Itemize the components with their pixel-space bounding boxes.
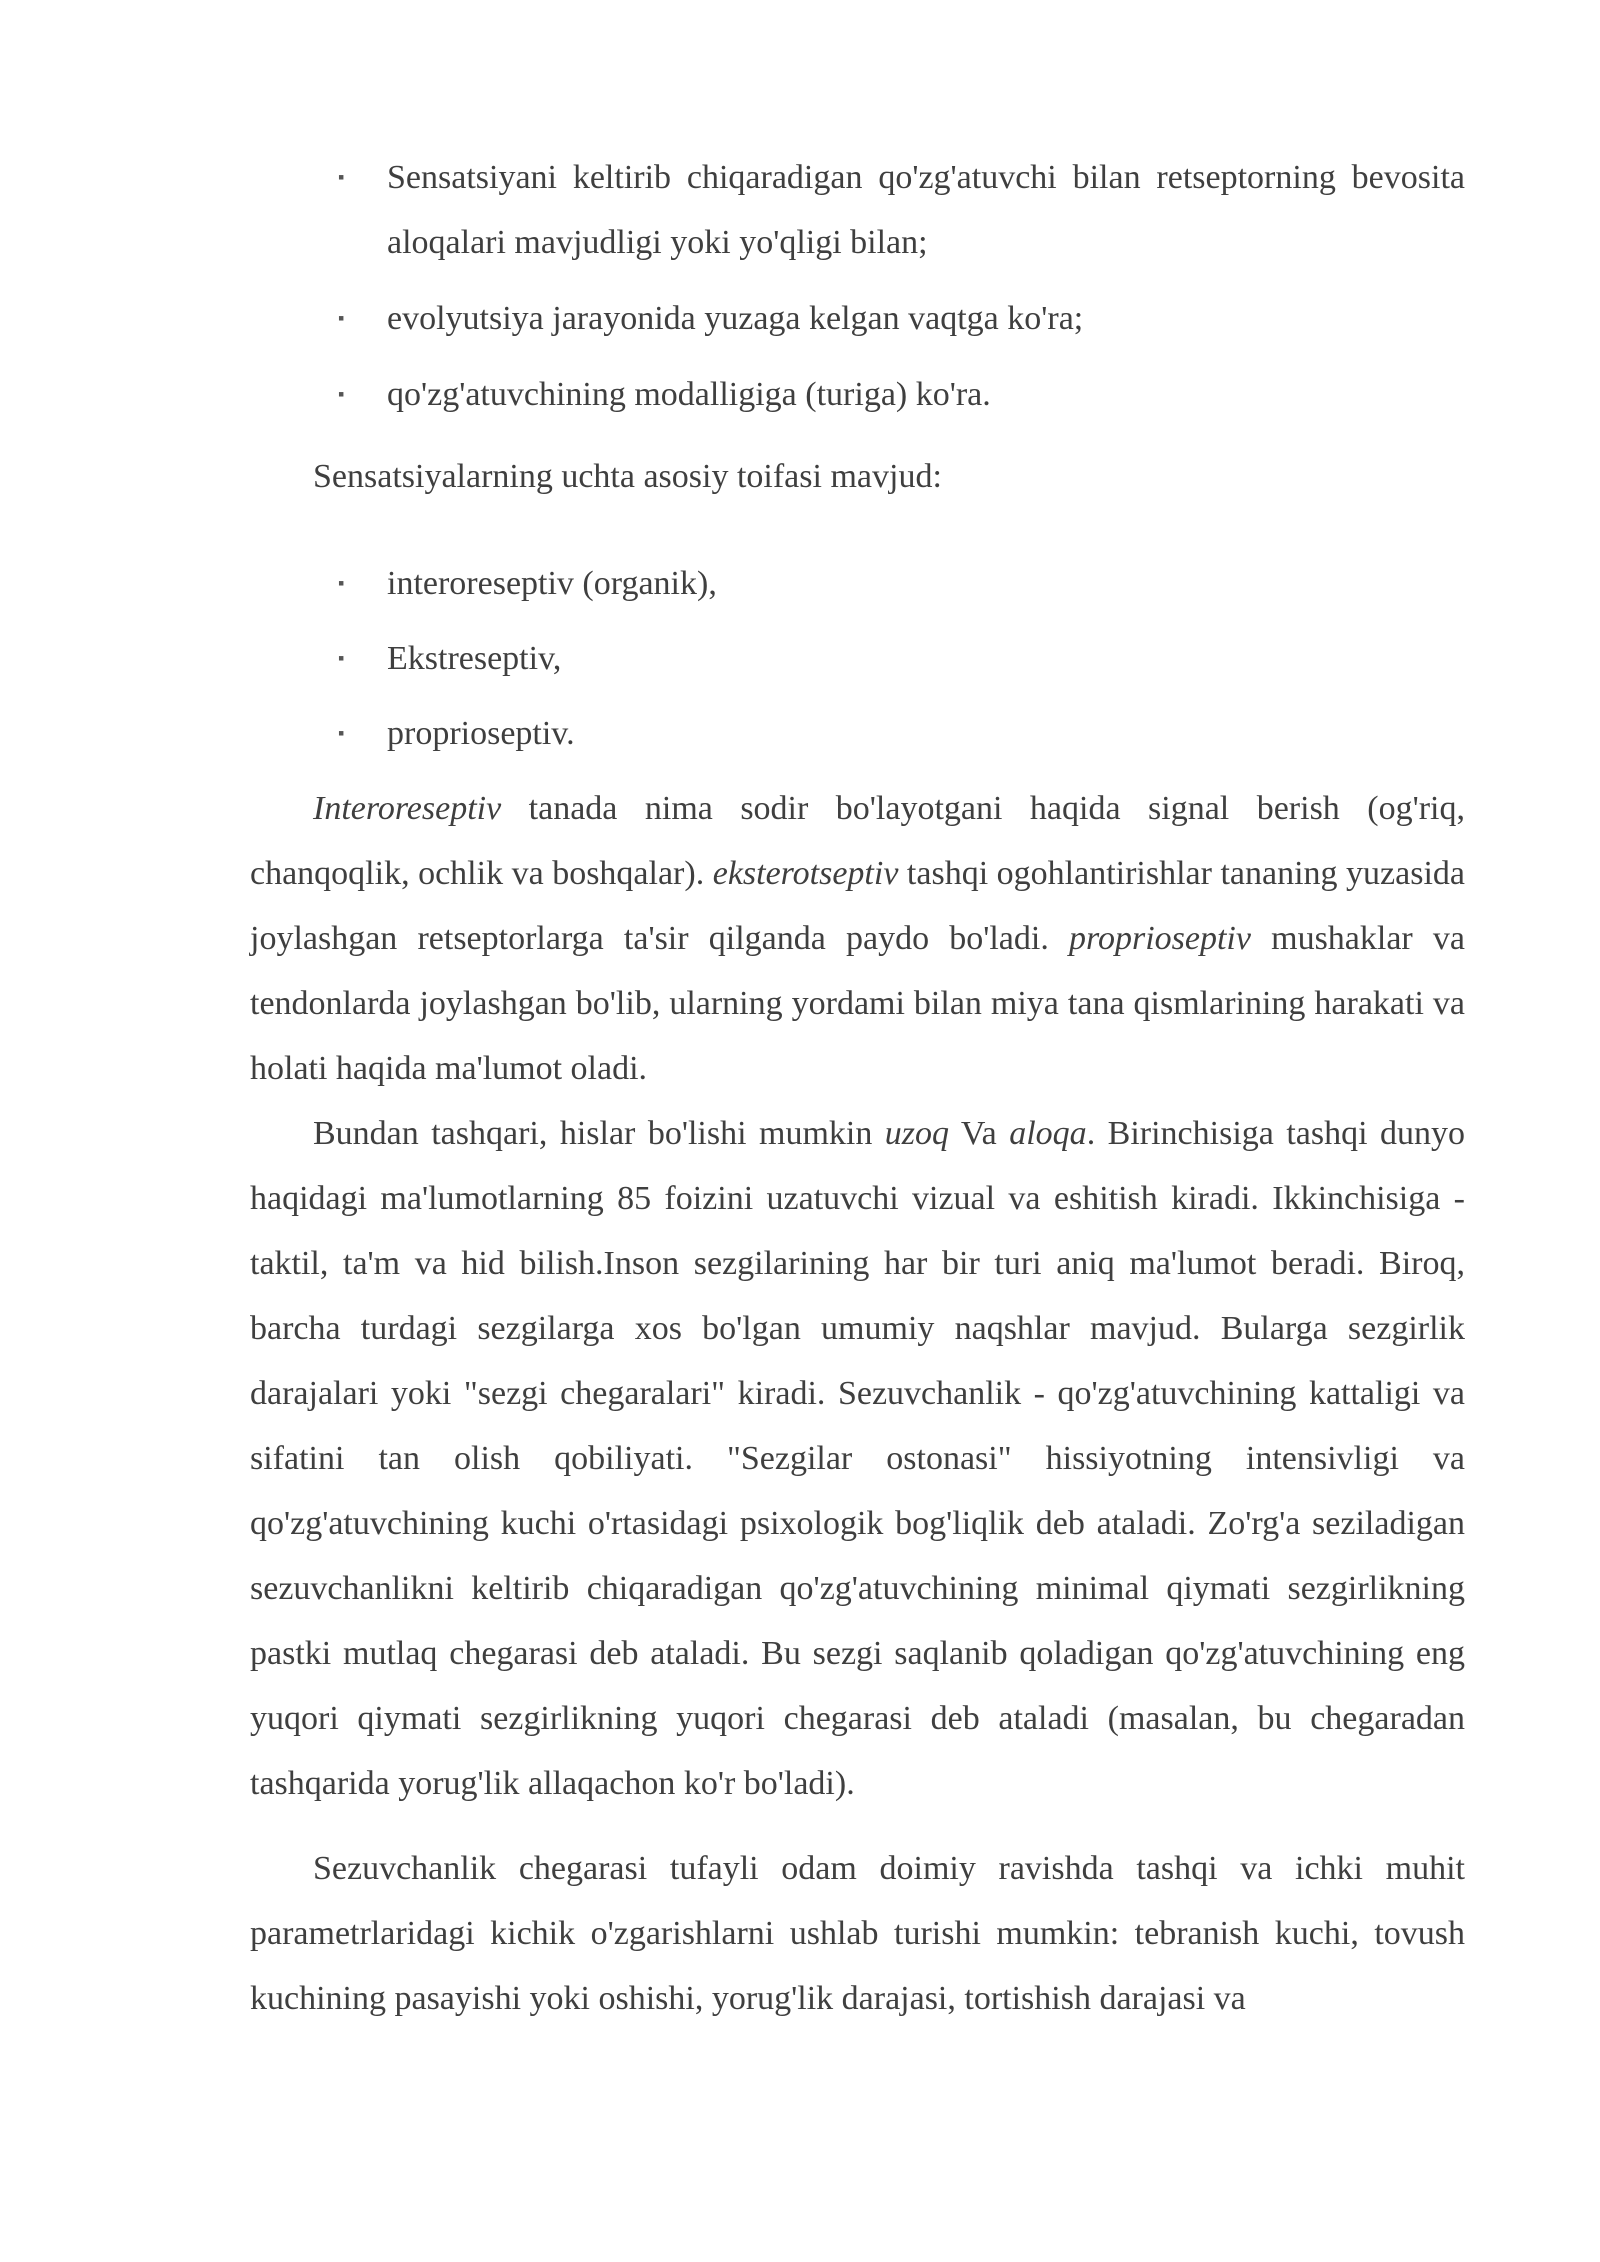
square-bullet-icon: ▪ — [338, 723, 345, 743]
list-item — [250, 362, 1465, 427]
list-item — [250, 626, 1465, 691]
paragraph-text: tanada nima sodir bo'layotgani haqida signal berish (og'riq, chanqoqlik, ochlik va boshqalar). — [250, 790, 1465, 892]
list-item — [250, 551, 1465, 616]
criteria-list — [250, 145, 1465, 427]
square-bullet-icon: ▪ — [338, 384, 345, 404]
list-item-text: interoreseptiv (organik), — [387, 565, 717, 602]
list-item — [250, 701, 1465, 766]
square-bullet-icon: ▪ — [338, 167, 345, 187]
term-proprioseptiv: proprioseptiv — [1069, 920, 1251, 957]
term-aloqa: aloqa — [1009, 1115, 1087, 1152]
paragraph-text: tashqi ogohlantirishlar tananing yuzasida joylashgan retseptorlarga ta'sir qilganda paydo bo'ladi. — [250, 855, 1466, 957]
list-item-text: qo'zg'atuvchining modalligiga (turiga) ko'ra. — [387, 376, 991, 413]
term-eksterotseptiv: eksterotseptiv — [712, 855, 899, 892]
square-bullet-icon: ▪ — [338, 648, 345, 668]
square-bullet-icon: ▪ — [338, 573, 345, 593]
list-item-text: proprioseptiv. — [387, 715, 575, 752]
categories-list — [250, 551, 1465, 766]
paragraph-text: Va — [949, 1115, 1010, 1152]
list-item-text: evolyutsiya jarayonida yuzaga kelgan vaqtga ko'ra; — [387, 300, 1084, 337]
square-bullet-icon: ▪ — [338, 308, 345, 328]
paragraph-text: mushaklar va tendonlarda joylashgan bo'lib, ularning yordami bilan miya tana qismlarining harakati va holati haqida ma'lumot oladi. — [250, 920, 1466, 1087]
paragraph-sezuvchanlik: Sezuvchanlik chegarasi tufayli odam doimiy ravishda tashqi va ichki muhit parametrlaridagi kichik o'zgarishlarni ushlab turishi mumkin: tebranish kuchi, tovush kuchining pasayishi yoki oshishi, yorug'lik darajasi, tortishish darajasi va — [250, 1850, 1465, 2017]
paragraph-interoreseptiv — [250, 776, 1465, 1101]
paragraph-bundan — [250, 1101, 1465, 1816]
list-item — [250, 145, 1465, 275]
document-page — [250, 145, 1465, 2031]
categories-lead-in: Sensatsiyalarning uchta asosiy toifasi mavjud: — [313, 458, 942, 495]
list-item-text: Ekstreseptiv, — [387, 640, 562, 677]
list-item — [250, 286, 1465, 351]
term-uzoq: uzoq — [884, 1115, 950, 1152]
paragraph-text: Bundan tashqari, hislar bo'lishi mumkin — [313, 1115, 885, 1152]
list-item-text: Sensatsiyani keltirib chiqaradigan qo'zg'atuvchi bilan retseptorning bevosita aloqalari mavjudligi yoki yo'qligi bilan; — [387, 159, 1465, 261]
term-interoreseptiv: Interoreseptiv — [313, 790, 502, 827]
paragraph-text: . Birinchisiga tashqi dunyo haqidagi ma'lumotlarning 85 foizini uzatuvchi vizual va eshitish kiradi. Ikkinchisiga - taktil, ta'm va hid bilish.Inson sezgilarining har bir turi aniq ma'lumot beradi. Biroq, barcha turdagi sezgilarga xos bo'lgan umumiy naqshlar mavjud. Bularga sezgirlik darajalari yoki "sezgi chegaralari" kiradi. Sezuvchanlik - qo'zg'atuvchining kattaligi va sifatini tan olish qobiliyati. "Sezgilar ostonasi" hissiyotning intensivligi va qo'zg'atuvchining kuchi o'rtasidagi psixologik bog'liqlik deb ataladi. Zo'rg'a seziladigan sezuvchanlikni keltirib chiqaradigan qo'zg'atuvchining minimal qiymati sezgirlikning pastki mutlaq chegarasi deb ataladi. Bu sezgi saqlanib qoladigan qo'zg'atuvchining eng yuqori qiymati sezgirlikning yuqori chegarasi deb ataladi (masalan, bu chegaradan tashqarida yorug'lik allaqachon ko'r bo'ladi). — [250, 1115, 1465, 1802]
